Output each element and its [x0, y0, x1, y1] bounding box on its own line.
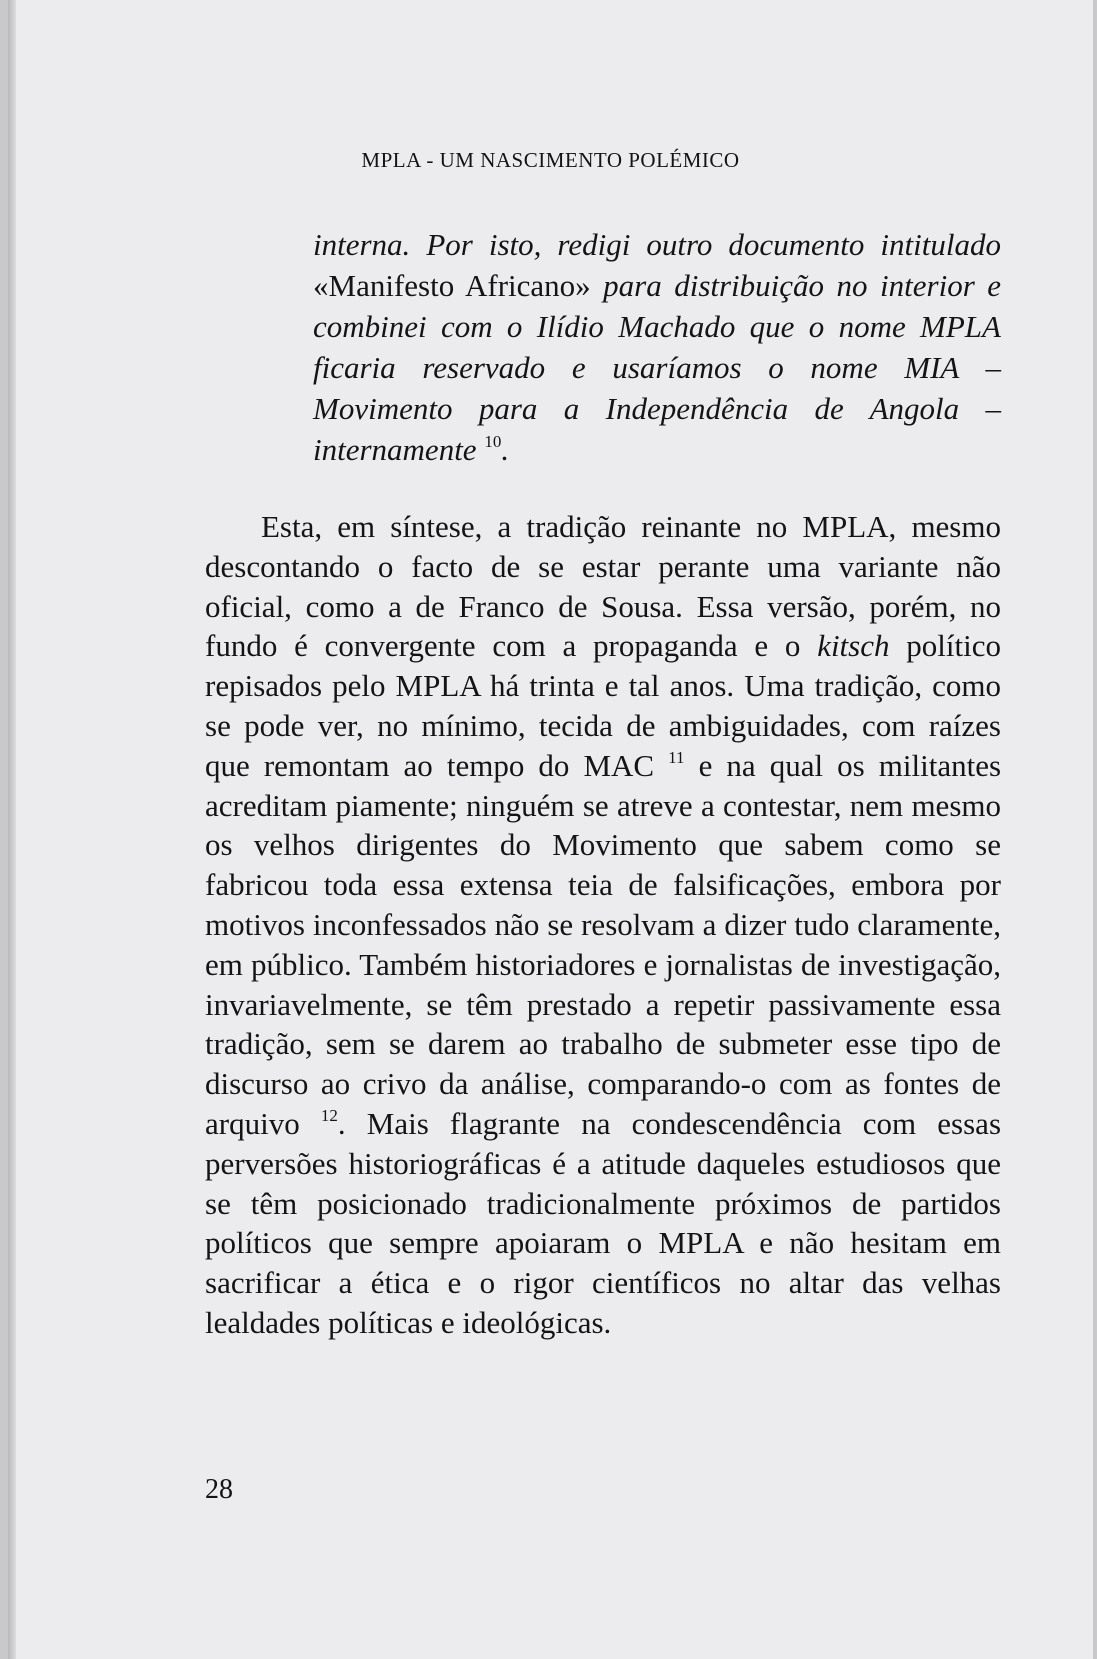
body-text-1: Esta, em síntese, a tradição reinante no MPLA, mesmo descontando o facto de se estar perante uma variante não oficial, como a de Franco de Sousa. Essa versão, porém, no fundo é convergente com a propaganda e o — [205, 509, 1001, 664]
quote-text-1: interna. Por isto, redigi outro documento intitulado — [313, 227, 1001, 262]
body-paragraph — [205, 507, 1001, 1343]
footnote-ref-11: 11 — [668, 747, 685, 767]
body-text-4: . Mais flagrante na condescendência com essas perversões historiográficas é a atitude daqueles estudiosos que se têm posicionado tradicionalmente próximos de partidos políticos que sempre apoiaram o MPLA e não hesitam em sacrificar a ética e o rigor científicos no altar das velhas lealdades políticas e ideológicas. — [205, 1105, 1002, 1340]
quote-title: «Manifesto Africano» — [313, 268, 591, 303]
body-paragraph-container — [205, 507, 1001, 1343]
footnote-ref-12: 12 — [320, 1105, 338, 1125]
body-text-2: político repisados pelo MPLA há trinta e tal anos. Uma tradição, como se pode ver, no mínimo, tecida de ambiguidades, com raízes que remontam ao tempo do MAC — [205, 628, 1001, 783]
block-quote — [313, 224, 1001, 470]
body-text-3: e na qual os militantes acreditam piamente; ninguém se atreve a contestar, nem mesmo os velhos dirigentes do Movimento que sabem como se fabricou toda essa extensa teia de falsificações, embora por motivos inconfessados não se resolvam a dizer tudo claramente, em público. Também historiadores e jornalistas de investigação, invariavelmente, se têm prestado a repetir passivamente essa tradição, sem se darem ao trabalho de submeter esse tipo de discurso ao crivo da análise, comparando-o com as fontes de arquivo — [205, 747, 1002, 1141]
page-number: 28 — [205, 1474, 233, 1505]
footnote-ref-10: 10 — [484, 432, 502, 451]
quote-text-2: para distribuição no interior e combinei com o Ilídio Machado que o nome MPLA ficaria reservado e usaríamos o nome MIA – Movimento para a Independência de Angola – internamente — [313, 268, 1002, 467]
quote-text-3: . — [501, 432, 510, 467]
page-edge — [8, 0, 16, 1659]
body-italic-kitsch: kitsch — [817, 628, 890, 664]
book-page — [8, 0, 1093, 1659]
running-head: MPLA - UM NASCIMENTO POLÉMICO — [361, 148, 740, 172]
